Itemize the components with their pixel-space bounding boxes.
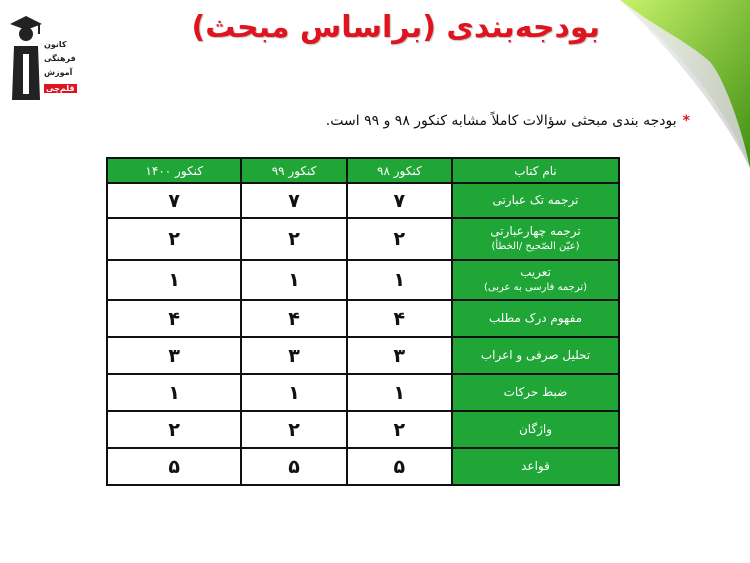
header-98: کنکور ۹۸ [347, 158, 452, 183]
page-curl-decoration [590, 0, 750, 170]
topic-label: واژگان [518, 422, 553, 436]
value-98: ۲ [347, 411, 452, 448]
table-row [107, 337, 619, 374]
table-row [107, 218, 619, 260]
topic-label: ترجمه چهارعبارتی [490, 224, 581, 238]
value-98: ۵ [347, 448, 452, 485]
value-1400: ۵ [107, 448, 241, 485]
topic-cell [452, 411, 619, 448]
header-1400: کنکور ۱۴۰۰ [107, 158, 241, 183]
logo-badge: قلم‌چی [46, 84, 75, 93]
value-1400: ۳ [107, 337, 241, 374]
logo-text-1: کانون [44, 40, 67, 49]
topic-label: تحلیل صرفی و اعراب [480, 348, 591, 362]
table-row [107, 300, 619, 337]
topic-label: مفهوم درک مطلب [488, 311, 583, 325]
value-1400: ۴ [107, 300, 241, 337]
table-row [107, 183, 619, 218]
value-99: ۲ [241, 218, 346, 260]
value-99: ۱ [241, 260, 346, 300]
page-title: بودجه‌بندی (براساس مبحث) [191, 10, 600, 45]
value-99: ۷ [241, 183, 346, 218]
budget-table [106, 157, 620, 486]
topic-label: قواعد [521, 459, 550, 473]
table-header-row [107, 158, 619, 183]
value-99: ۱ [241, 374, 346, 411]
table-row [107, 448, 619, 485]
table-row [107, 260, 619, 300]
value-1400: ۱ [107, 374, 241, 411]
topic-cell [452, 337, 619, 374]
table-row [107, 374, 619, 411]
topic-sublabel: (عیّن الصّحیح /الخطأ) [491, 241, 580, 252]
value-1400: ۲ [107, 411, 241, 448]
topic-cell [452, 260, 619, 300]
value-98: ۷ [347, 183, 452, 218]
value-98: ۲ [347, 218, 452, 260]
topic-label: ترجمه تک عبارتی [492, 193, 579, 207]
value-99: ۵ [241, 448, 346, 485]
topic-sublabel: (ترجمه فارسی به عربی) [483, 282, 588, 293]
header-book: نام کتاب [452, 158, 619, 183]
value-1400: ۲ [107, 218, 241, 260]
header-99: کنکور ۹۹ [241, 158, 346, 183]
value-99: ۳ [241, 337, 346, 374]
value-98: ۳ [347, 337, 452, 374]
table-row [107, 411, 619, 448]
topic-cell [452, 183, 619, 218]
bullet-text: بودجه بندی مبحثی سؤالات کاملاً مشابه کنکور ۹۸ و ۹۹ است. [325, 113, 677, 129]
topic-cell [452, 300, 619, 337]
topic-cell [452, 218, 619, 260]
value-98: ۱ [347, 374, 452, 411]
topic-cell [452, 448, 619, 485]
topic-cell [452, 374, 619, 411]
logo-text-2: فرهنگی [44, 54, 76, 63]
asterisk-icon: * [682, 113, 690, 129]
value-98: ۱ [347, 260, 452, 300]
value-99: ۲ [241, 411, 346, 448]
value-1400: ۱ [107, 260, 241, 300]
value-98: ۴ [347, 300, 452, 337]
value-99: ۴ [241, 300, 346, 337]
value-1400: ۷ [107, 183, 241, 218]
bullet-line [326, 113, 690, 129]
topic-label: ضبط حرکات [503, 385, 568, 399]
logo-text-3: آموزش [44, 68, 73, 77]
topic-label: تعریب [520, 265, 551, 279]
